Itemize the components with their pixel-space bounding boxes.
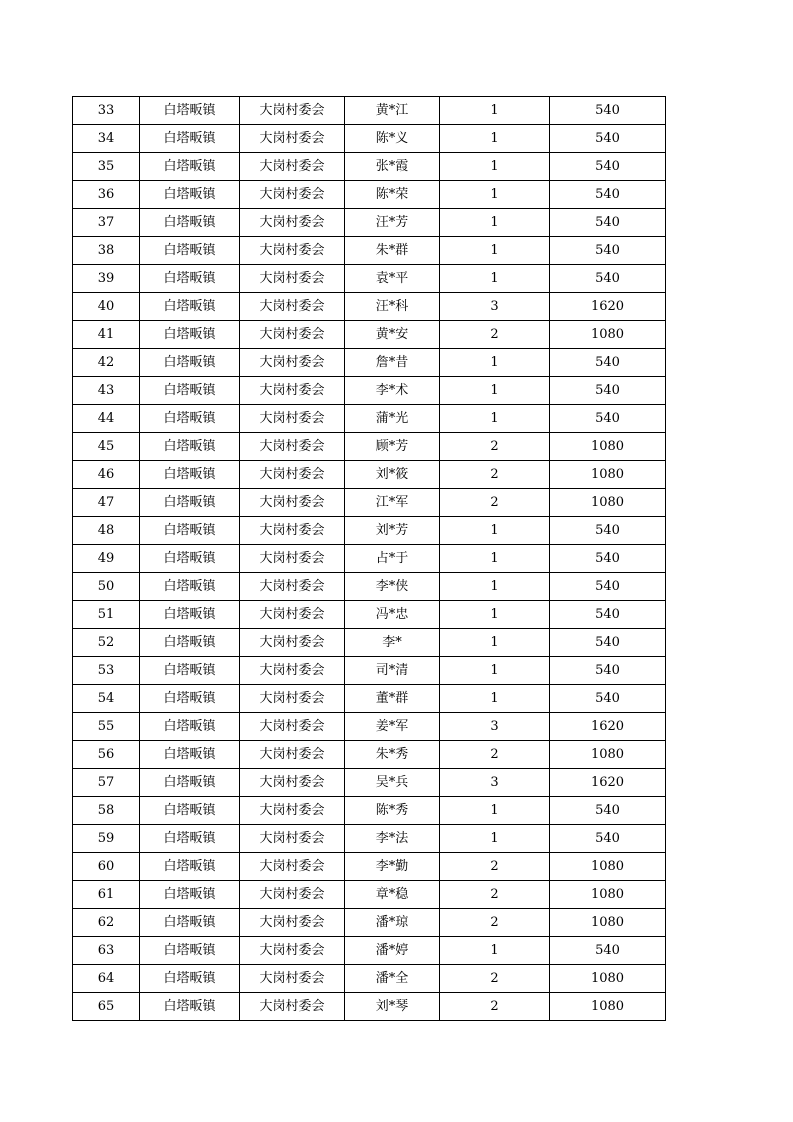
name-cell: 陈*秀 bbox=[345, 797, 440, 825]
name-cell: 顾*芳 bbox=[345, 433, 440, 461]
count-cell: 2 bbox=[440, 433, 550, 461]
town-cell: 白塔畈镇 bbox=[140, 265, 240, 293]
table-row bbox=[73, 545, 666, 573]
amount-cell: 540 bbox=[550, 657, 666, 685]
village-cell: 大岗村委会 bbox=[240, 181, 345, 209]
name-cell: 冯*忠 bbox=[345, 601, 440, 629]
amount-cell: 540 bbox=[550, 265, 666, 293]
row-number-cell: 47 bbox=[73, 489, 140, 517]
amount-cell: 540 bbox=[550, 125, 666, 153]
name-cell: 董*群 bbox=[345, 685, 440, 713]
amount-cell: 1080 bbox=[550, 965, 666, 993]
count-cell: 2 bbox=[440, 993, 550, 1021]
amount-cell: 540 bbox=[550, 629, 666, 657]
name-cell: 占*于 bbox=[345, 545, 440, 573]
village-cell: 大岗村委会 bbox=[240, 629, 345, 657]
town-cell: 白塔畈镇 bbox=[140, 965, 240, 993]
table-row bbox=[73, 125, 666, 153]
table-row bbox=[73, 965, 666, 993]
amount-cell: 1620 bbox=[550, 769, 666, 797]
town-cell: 白塔畈镇 bbox=[140, 489, 240, 517]
name-cell: 姜*军 bbox=[345, 713, 440, 741]
amount-cell: 1080 bbox=[550, 993, 666, 1021]
name-cell: 刘*琴 bbox=[345, 993, 440, 1021]
name-cell: 蒲*光 bbox=[345, 405, 440, 433]
name-cell: 詹*昔 bbox=[345, 349, 440, 377]
row-number-cell: 48 bbox=[73, 517, 140, 545]
town-cell: 白塔畈镇 bbox=[140, 461, 240, 489]
village-cell: 大岗村委会 bbox=[240, 741, 345, 769]
town-cell: 白塔畈镇 bbox=[140, 937, 240, 965]
count-cell: 1 bbox=[440, 937, 550, 965]
amount-cell: 540 bbox=[550, 209, 666, 237]
village-cell: 大岗村委会 bbox=[240, 713, 345, 741]
row-number-cell: 44 bbox=[73, 405, 140, 433]
row-number-cell: 59 bbox=[73, 825, 140, 853]
village-cell: 大岗村委会 bbox=[240, 237, 345, 265]
town-cell: 白塔畈镇 bbox=[140, 433, 240, 461]
amount-cell: 1080 bbox=[550, 489, 666, 517]
village-cell: 大岗村委会 bbox=[240, 125, 345, 153]
amount-cell: 540 bbox=[550, 153, 666, 181]
name-cell: 袁*平 bbox=[345, 265, 440, 293]
row-number-cell: 56 bbox=[73, 741, 140, 769]
amount-cell: 540 bbox=[550, 405, 666, 433]
count-cell: 2 bbox=[440, 741, 550, 769]
row-number-cell: 41 bbox=[73, 321, 140, 349]
row-number-cell: 42 bbox=[73, 349, 140, 377]
count-cell: 1 bbox=[440, 349, 550, 377]
row-number-cell: 53 bbox=[73, 657, 140, 685]
row-number-cell: 40 bbox=[73, 293, 140, 321]
table-row bbox=[73, 349, 666, 377]
count-cell: 2 bbox=[440, 489, 550, 517]
amount-cell: 1080 bbox=[550, 853, 666, 881]
table-row bbox=[73, 629, 666, 657]
town-cell: 白塔畈镇 bbox=[140, 125, 240, 153]
village-cell: 大岗村委会 bbox=[240, 825, 345, 853]
name-cell: 潘*全 bbox=[345, 965, 440, 993]
count-cell: 2 bbox=[440, 881, 550, 909]
row-number-cell: 64 bbox=[73, 965, 140, 993]
table-row bbox=[73, 993, 666, 1021]
amount-cell: 540 bbox=[550, 181, 666, 209]
name-cell: 陈*义 bbox=[345, 125, 440, 153]
count-cell: 3 bbox=[440, 769, 550, 797]
amount-cell: 1080 bbox=[550, 741, 666, 769]
village-cell: 大岗村委会 bbox=[240, 349, 345, 377]
count-cell: 2 bbox=[440, 853, 550, 881]
town-cell: 白塔畈镇 bbox=[140, 741, 240, 769]
village-cell: 大岗村委会 bbox=[240, 769, 345, 797]
count-cell: 1 bbox=[440, 825, 550, 853]
table-row bbox=[73, 657, 666, 685]
table-row bbox=[73, 321, 666, 349]
table-row bbox=[73, 209, 666, 237]
name-cell: 朱*群 bbox=[345, 237, 440, 265]
amount-cell: 540 bbox=[550, 517, 666, 545]
village-cell: 大岗村委会 bbox=[240, 405, 345, 433]
table-row bbox=[73, 237, 666, 265]
count-cell: 1 bbox=[440, 601, 550, 629]
amount-cell: 540 bbox=[550, 237, 666, 265]
count-cell: 3 bbox=[440, 293, 550, 321]
table-row bbox=[73, 713, 666, 741]
name-cell: 江*军 bbox=[345, 489, 440, 517]
table-row bbox=[73, 461, 666, 489]
village-cell: 大岗村委会 bbox=[240, 293, 345, 321]
table-row bbox=[73, 573, 666, 601]
row-number-cell: 58 bbox=[73, 797, 140, 825]
town-cell: 白塔畈镇 bbox=[140, 517, 240, 545]
count-cell: 1 bbox=[440, 405, 550, 433]
town-cell: 白塔畈镇 bbox=[140, 349, 240, 377]
name-cell: 陈*荣 bbox=[345, 181, 440, 209]
table-row bbox=[73, 797, 666, 825]
name-cell: 李*法 bbox=[345, 825, 440, 853]
town-cell: 白塔畈镇 bbox=[140, 237, 240, 265]
amount-cell: 540 bbox=[550, 545, 666, 573]
town-cell: 白塔畈镇 bbox=[140, 797, 240, 825]
village-cell: 大岗村委会 bbox=[240, 993, 345, 1021]
row-number-cell: 54 bbox=[73, 685, 140, 713]
table-row bbox=[73, 405, 666, 433]
name-cell: 黄*江 bbox=[345, 97, 440, 125]
name-cell: 黄*安 bbox=[345, 321, 440, 349]
town-cell: 白塔畈镇 bbox=[140, 573, 240, 601]
row-number-cell: 39 bbox=[73, 265, 140, 293]
table-row bbox=[73, 937, 666, 965]
village-cell: 大岗村委会 bbox=[240, 601, 345, 629]
table-row bbox=[73, 685, 666, 713]
count-cell: 1 bbox=[440, 125, 550, 153]
count-cell: 1 bbox=[440, 629, 550, 657]
table-row bbox=[73, 377, 666, 405]
table-row bbox=[73, 153, 666, 181]
amount-cell: 540 bbox=[550, 685, 666, 713]
name-cell: 李* bbox=[345, 629, 440, 657]
count-cell: 1 bbox=[440, 517, 550, 545]
table-row bbox=[73, 601, 666, 629]
amount-cell: 540 bbox=[550, 349, 666, 377]
row-number-cell: 62 bbox=[73, 909, 140, 937]
row-number-cell: 52 bbox=[73, 629, 140, 657]
count-cell: 1 bbox=[440, 797, 550, 825]
count-cell: 1 bbox=[440, 265, 550, 293]
town-cell: 白塔畈镇 bbox=[140, 153, 240, 181]
count-cell: 2 bbox=[440, 461, 550, 489]
village-cell: 大岗村委会 bbox=[240, 797, 345, 825]
town-cell: 白塔畈镇 bbox=[140, 181, 240, 209]
town-cell: 白塔畈镇 bbox=[140, 713, 240, 741]
count-cell: 1 bbox=[440, 97, 550, 125]
name-cell: 汪*科 bbox=[345, 293, 440, 321]
town-cell: 白塔畈镇 bbox=[140, 853, 240, 881]
name-cell: 章*稳 bbox=[345, 881, 440, 909]
count-cell: 1 bbox=[440, 685, 550, 713]
village-cell: 大岗村委会 bbox=[240, 153, 345, 181]
table-row bbox=[73, 517, 666, 545]
table-row bbox=[73, 825, 666, 853]
town-cell: 白塔畈镇 bbox=[140, 405, 240, 433]
row-number-cell: 57 bbox=[73, 769, 140, 797]
row-number-cell: 63 bbox=[73, 937, 140, 965]
town-cell: 白塔畈镇 bbox=[140, 293, 240, 321]
name-cell: 刘*芳 bbox=[345, 517, 440, 545]
town-cell: 白塔畈镇 bbox=[140, 657, 240, 685]
village-cell: 大岗村委会 bbox=[240, 685, 345, 713]
row-number-cell: 50 bbox=[73, 573, 140, 601]
name-cell: 朱*秀 bbox=[345, 741, 440, 769]
row-number-cell: 60 bbox=[73, 853, 140, 881]
amount-cell: 1620 bbox=[550, 293, 666, 321]
name-cell: 汪*芳 bbox=[345, 209, 440, 237]
name-cell: 潘*琼 bbox=[345, 909, 440, 937]
table-row bbox=[73, 769, 666, 797]
village-cell: 大岗村委会 bbox=[240, 209, 345, 237]
town-cell: 白塔畈镇 bbox=[140, 629, 240, 657]
table-row bbox=[73, 265, 666, 293]
amount-cell: 1620 bbox=[550, 713, 666, 741]
count-cell: 2 bbox=[440, 909, 550, 937]
amount-cell: 1080 bbox=[550, 461, 666, 489]
town-cell: 白塔畈镇 bbox=[140, 769, 240, 797]
count-cell: 1 bbox=[440, 377, 550, 405]
village-cell: 大岗村委会 bbox=[240, 909, 345, 937]
town-cell: 白塔畈镇 bbox=[140, 377, 240, 405]
count-cell: 1 bbox=[440, 209, 550, 237]
town-cell: 白塔畈镇 bbox=[140, 685, 240, 713]
village-cell: 大岗村委会 bbox=[240, 853, 345, 881]
village-cell: 大岗村委会 bbox=[240, 97, 345, 125]
row-number-cell: 43 bbox=[73, 377, 140, 405]
row-number-cell: 51 bbox=[73, 601, 140, 629]
count-cell: 1 bbox=[440, 237, 550, 265]
table-row bbox=[73, 97, 666, 125]
amount-cell: 1080 bbox=[550, 433, 666, 461]
data-table bbox=[72, 96, 666, 1021]
village-cell: 大岗村委会 bbox=[240, 321, 345, 349]
amount-cell: 540 bbox=[550, 377, 666, 405]
town-cell: 白塔畈镇 bbox=[140, 209, 240, 237]
village-cell: 大岗村委会 bbox=[240, 965, 345, 993]
table-row bbox=[73, 489, 666, 517]
row-number-cell: 36 bbox=[73, 181, 140, 209]
name-cell: 张*霞 bbox=[345, 153, 440, 181]
count-cell: 1 bbox=[440, 573, 550, 601]
name-cell: 李*术 bbox=[345, 377, 440, 405]
row-number-cell: 49 bbox=[73, 545, 140, 573]
village-cell: 大岗村委会 bbox=[240, 881, 345, 909]
count-cell: 1 bbox=[440, 181, 550, 209]
row-number-cell: 45 bbox=[73, 433, 140, 461]
village-cell: 大岗村委会 bbox=[240, 377, 345, 405]
amount-cell: 540 bbox=[550, 573, 666, 601]
row-number-cell: 46 bbox=[73, 461, 140, 489]
town-cell: 白塔畈镇 bbox=[140, 545, 240, 573]
village-cell: 大岗村委会 bbox=[240, 517, 345, 545]
village-cell: 大岗村委会 bbox=[240, 461, 345, 489]
row-number-cell: 61 bbox=[73, 881, 140, 909]
table-body bbox=[73, 97, 666, 1021]
amount-cell: 540 bbox=[550, 97, 666, 125]
table-row bbox=[73, 433, 666, 461]
row-number-cell: 37 bbox=[73, 209, 140, 237]
amount-cell: 1080 bbox=[550, 909, 666, 937]
row-number-cell: 35 bbox=[73, 153, 140, 181]
amount-cell: 1080 bbox=[550, 321, 666, 349]
village-cell: 大岗村委会 bbox=[240, 937, 345, 965]
amount-cell: 1080 bbox=[550, 881, 666, 909]
row-number-cell: 65 bbox=[73, 993, 140, 1021]
row-number-cell: 33 bbox=[73, 97, 140, 125]
village-cell: 大岗村委会 bbox=[240, 545, 345, 573]
name-cell: 刘*筱 bbox=[345, 461, 440, 489]
name-cell: 李*侠 bbox=[345, 573, 440, 601]
amount-cell: 540 bbox=[550, 937, 666, 965]
table-row bbox=[73, 741, 666, 769]
village-cell: 大岗村委会 bbox=[240, 265, 345, 293]
town-cell: 白塔畈镇 bbox=[140, 97, 240, 125]
count-cell: 2 bbox=[440, 965, 550, 993]
amount-cell: 540 bbox=[550, 601, 666, 629]
amount-cell: 540 bbox=[550, 825, 666, 853]
count-cell: 2 bbox=[440, 321, 550, 349]
village-cell: 大岗村委会 bbox=[240, 489, 345, 517]
table-row bbox=[73, 181, 666, 209]
town-cell: 白塔畈镇 bbox=[140, 881, 240, 909]
town-cell: 白塔畈镇 bbox=[140, 321, 240, 349]
row-number-cell: 34 bbox=[73, 125, 140, 153]
village-cell: 大岗村委会 bbox=[240, 433, 345, 461]
name-cell: 李*勤 bbox=[345, 853, 440, 881]
town-cell: 白塔畈镇 bbox=[140, 601, 240, 629]
count-cell: 1 bbox=[440, 657, 550, 685]
name-cell: 吴*兵 bbox=[345, 769, 440, 797]
town-cell: 白塔畈镇 bbox=[140, 993, 240, 1021]
count-cell: 3 bbox=[440, 713, 550, 741]
table-row bbox=[73, 293, 666, 321]
town-cell: 白塔畈镇 bbox=[140, 909, 240, 937]
village-cell: 大岗村委会 bbox=[240, 657, 345, 685]
row-number-cell: 38 bbox=[73, 237, 140, 265]
name-cell: 潘*婷 bbox=[345, 937, 440, 965]
name-cell: 司*清 bbox=[345, 657, 440, 685]
table-row bbox=[73, 909, 666, 937]
town-cell: 白塔畈镇 bbox=[140, 825, 240, 853]
village-cell: 大岗村委会 bbox=[240, 573, 345, 601]
row-number-cell: 55 bbox=[73, 713, 140, 741]
table-row bbox=[73, 881, 666, 909]
amount-cell: 540 bbox=[550, 797, 666, 825]
count-cell: 1 bbox=[440, 545, 550, 573]
table-row bbox=[73, 853, 666, 881]
count-cell: 1 bbox=[440, 153, 550, 181]
